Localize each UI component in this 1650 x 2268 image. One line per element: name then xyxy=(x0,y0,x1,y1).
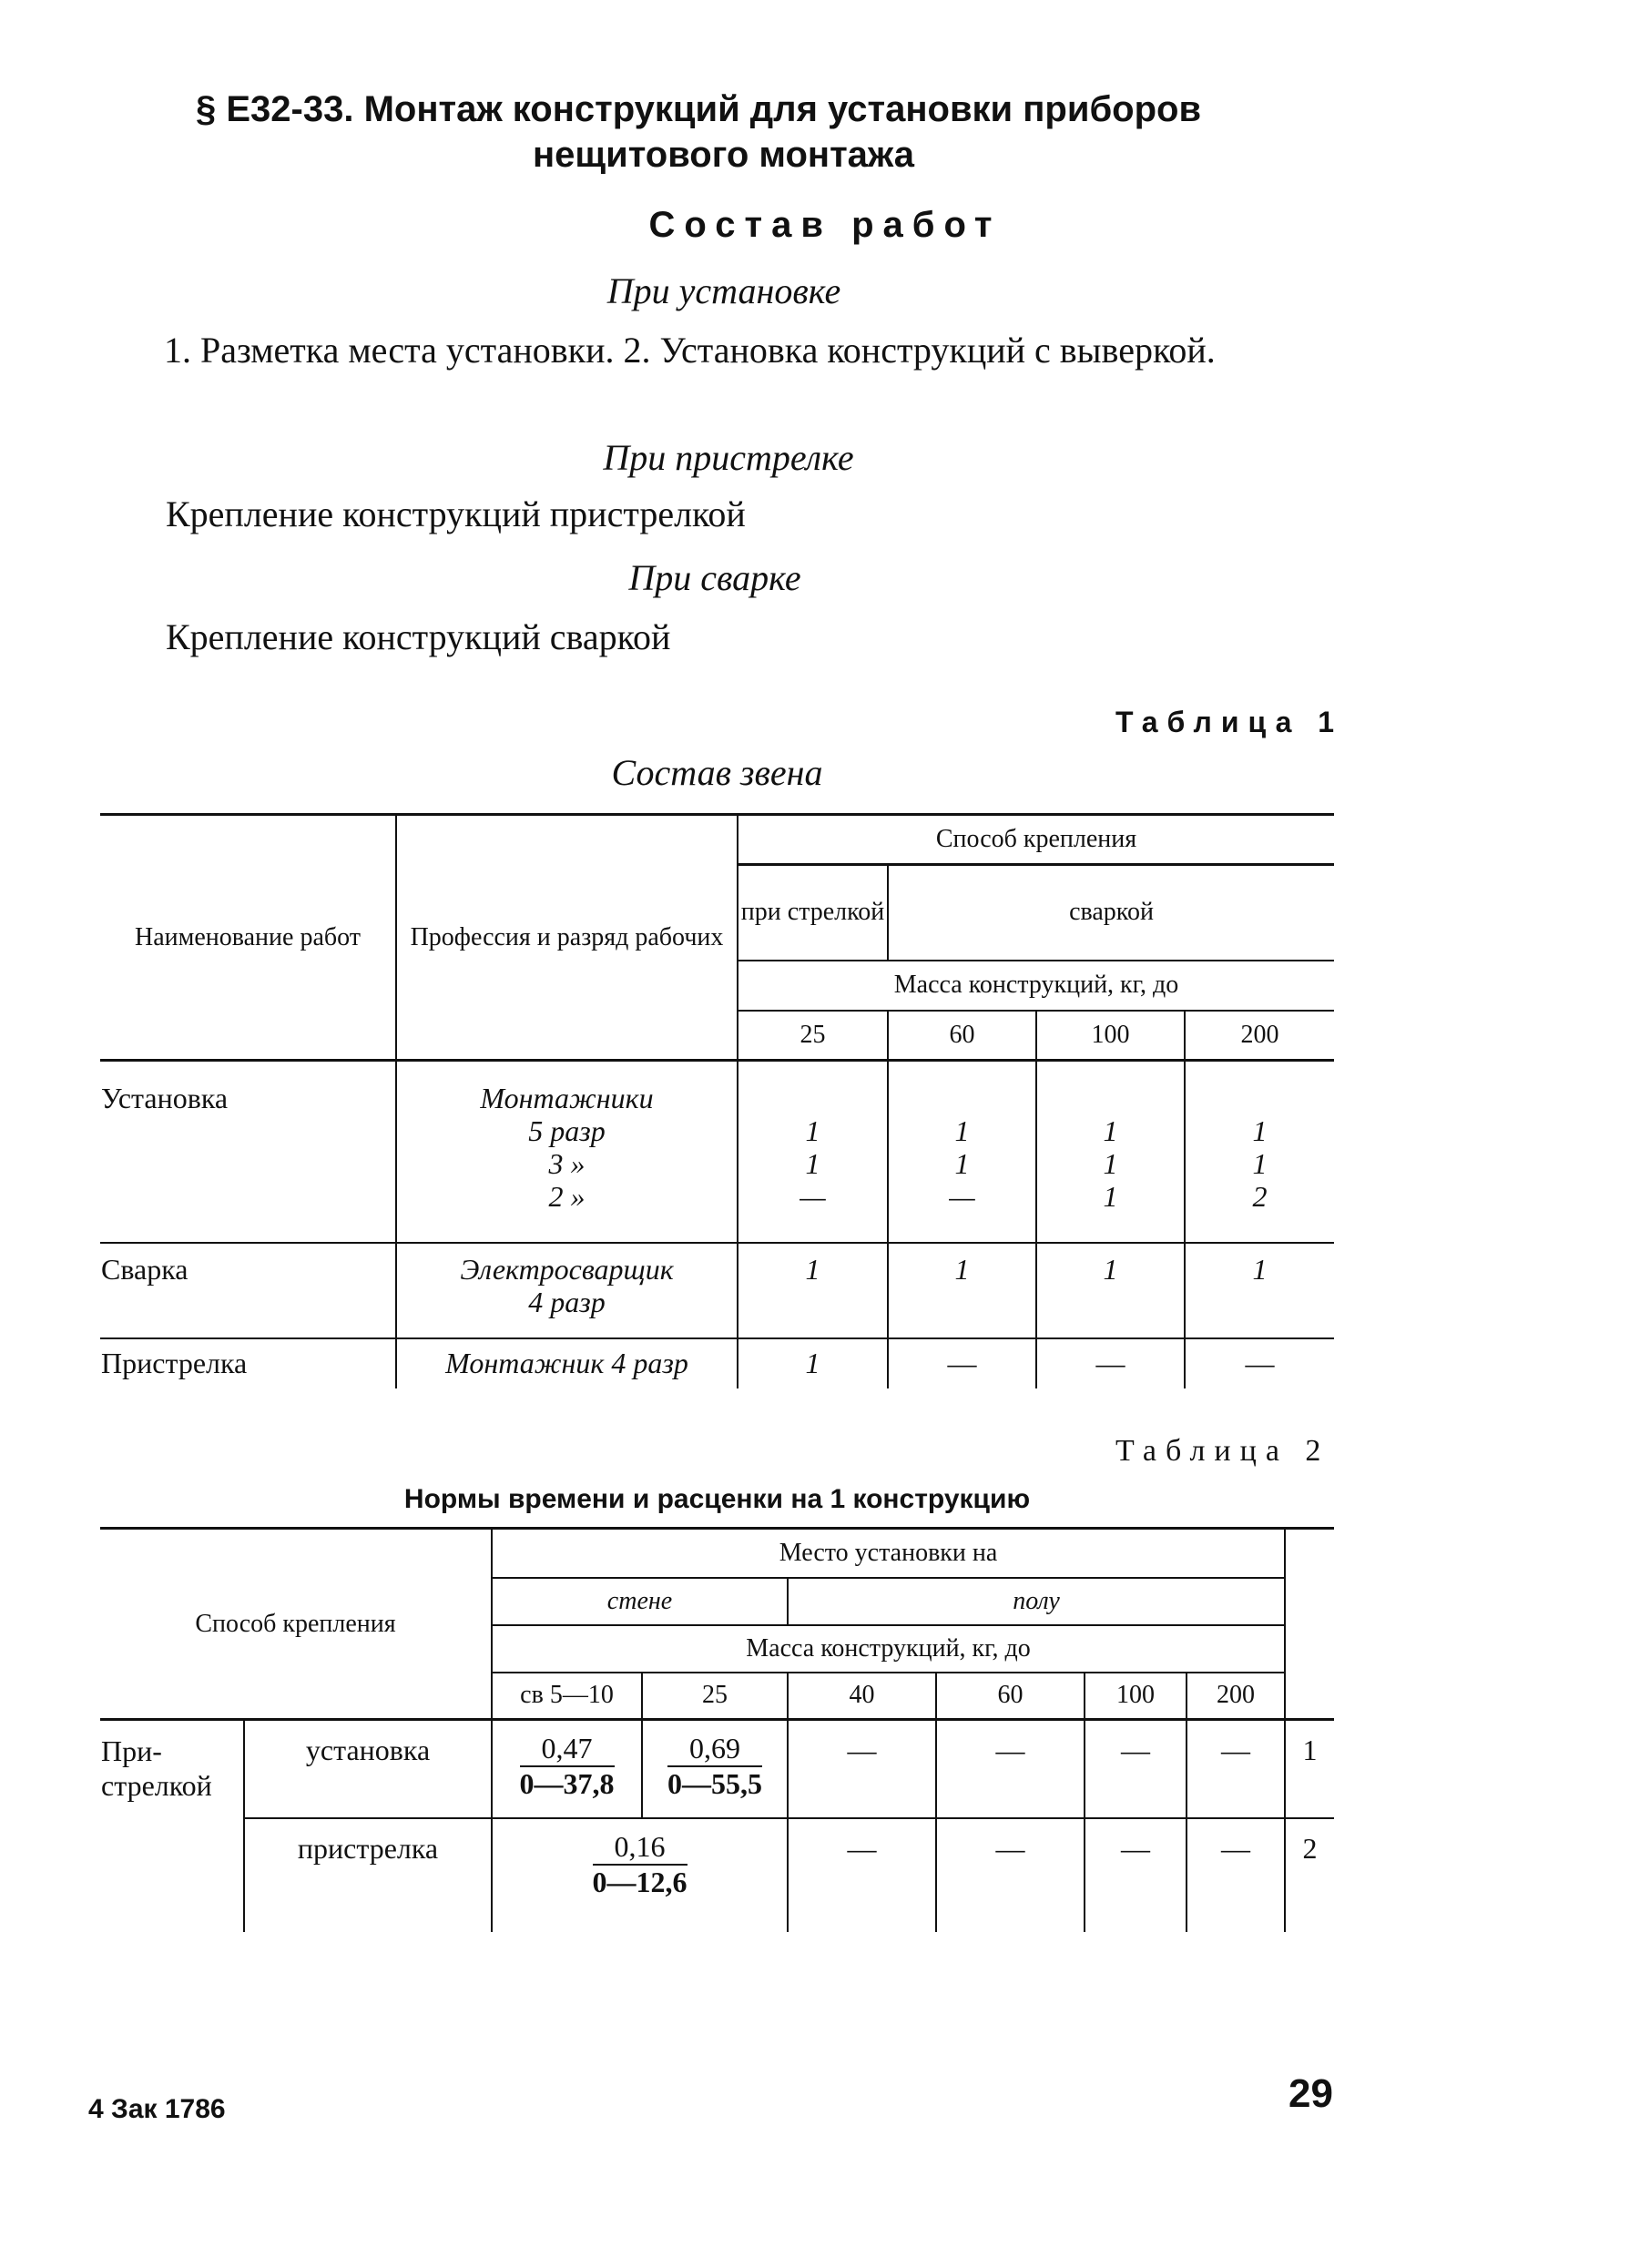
subtitle-welding: При сварке xyxy=(628,557,801,598)
norm-cell: $\frac{0,69}{0—55,5}$ xyxy=(642,1720,788,1818)
row-number: 1 xyxy=(1285,1720,1334,1818)
cell: — xyxy=(1085,1818,1187,1932)
cell: — xyxy=(1036,1338,1185,1388)
header-fixing-method: Способ крепления xyxy=(100,1529,492,1720)
table-row xyxy=(100,1061,1334,1243)
header-place: Место установки на xyxy=(492,1529,1285,1578)
row-profession: Электросварщик 4 разр xyxy=(396,1243,738,1338)
cell: 1 xyxy=(1185,1243,1334,1338)
row-name: Установка xyxy=(100,1061,396,1243)
header-floor: полу xyxy=(788,1578,1285,1625)
table2-title: Нормы времени и расценки на 1 конструкцию xyxy=(403,1484,1031,1514)
cell: — xyxy=(936,1720,1085,1818)
header-mass-200: 200 xyxy=(1185,1011,1334,1061)
text-welding: Крепление конструкций сваркой xyxy=(166,616,671,657)
header-mass-200: 200 xyxy=(1187,1673,1285,1720)
table2-label: Таблица 2 xyxy=(1115,1434,1330,1468)
cell: — xyxy=(788,1818,936,1932)
row-profession: Монтажник 4 разр xyxy=(396,1338,738,1388)
header-wall: стене xyxy=(492,1578,788,1625)
header-mass-25: 25 xyxy=(642,1673,788,1720)
time-norms-table xyxy=(100,1527,1334,1932)
page-number: 29 xyxy=(1288,2071,1333,2116)
subtitle-nailing: При пристрелке xyxy=(603,437,854,478)
header-number xyxy=(1285,1529,1334,1720)
header-mass-60: 60 xyxy=(936,1673,1085,1720)
table1-title: Состав звена xyxy=(611,752,823,793)
cell: 1 xyxy=(888,1243,1036,1338)
section-heading xyxy=(196,86,1343,178)
header-fixing-method: Способ крепления xyxy=(738,815,1334,865)
table1-label: Таблица 1 xyxy=(1115,706,1344,738)
row-values-25: 1 1 — xyxy=(738,1061,888,1243)
table-row xyxy=(100,1720,1334,1818)
header-mass-60: 60 xyxy=(888,1011,1036,1061)
cell: — xyxy=(1085,1720,1187,1818)
cell: 1 xyxy=(738,1338,888,1388)
group-nailing: При-стрелкой xyxy=(100,1720,244,1932)
cell: 1 xyxy=(1036,1243,1185,1338)
heading-line-1: § Е32-33. Монтаж конструкций для установки приборов xyxy=(196,89,1202,129)
norm-cell: $\frac{0,16}{0—12,6}$ xyxy=(492,1818,788,1932)
norm-cell: $\frac{0,47}{0—37,8}$ xyxy=(492,1720,642,1818)
cell: — xyxy=(1187,1720,1285,1818)
row-name: установка xyxy=(244,1720,492,1818)
row-profession: Монтажники 5 разр 3 » 2 » xyxy=(396,1061,738,1243)
header-mass-100: 100 xyxy=(1085,1673,1187,1720)
subtitle-installation: При установке xyxy=(606,270,841,311)
header-profession: Профессия и разряд рабочих xyxy=(396,815,738,1061)
footer-order: 4 Зак 1786 xyxy=(88,2094,226,2124)
header-mass-40: 40 xyxy=(788,1673,936,1720)
header-mass-5-10: св 5—10 xyxy=(492,1673,642,1720)
cell: — xyxy=(888,1338,1036,1388)
cell: — xyxy=(936,1818,1085,1932)
row-name: Сварка xyxy=(100,1243,396,1338)
row-values-200: 1 1 2 xyxy=(1185,1061,1334,1243)
row-number: 2 xyxy=(1302,1831,1318,1865)
header-mass-25: 25 xyxy=(738,1011,888,1061)
header-nailing: при стрелкой xyxy=(738,865,888,961)
heading-line-2: нещитового монтажа xyxy=(533,135,915,175)
cell: — xyxy=(1187,1818,1285,1932)
text-installation: 1. Разметка места установки. 2. Установка конструкций с выверкой. xyxy=(164,330,1216,371)
cell: — xyxy=(1245,1347,1275,1379)
row-name: пристрелка xyxy=(244,1818,492,1932)
table-row xyxy=(100,1243,1334,1338)
row-values-100: 1 1 1 xyxy=(1036,1061,1185,1243)
text-nailing: Крепление конструкций пристрелкой xyxy=(166,493,746,534)
header-welding: сваркой xyxy=(888,865,1334,961)
header-mass-100: 100 xyxy=(1036,1011,1185,1061)
row-values-60: 1 1 — xyxy=(888,1061,1036,1243)
crew-composition-table xyxy=(100,813,1334,1388)
header-mass: Масса конструкций, кг, до xyxy=(492,1625,1285,1673)
header-mass: Масса конструкций, кг, до xyxy=(738,961,1334,1011)
composition-title: Состав работ xyxy=(648,205,1002,245)
header-work-name: Наименование работ xyxy=(100,815,396,1061)
cell: — xyxy=(788,1720,936,1818)
table-row xyxy=(100,1338,1334,1388)
row-name: Пристрелка xyxy=(100,1338,396,1388)
table-row xyxy=(100,1818,1334,1932)
cell: 1 xyxy=(738,1243,888,1338)
